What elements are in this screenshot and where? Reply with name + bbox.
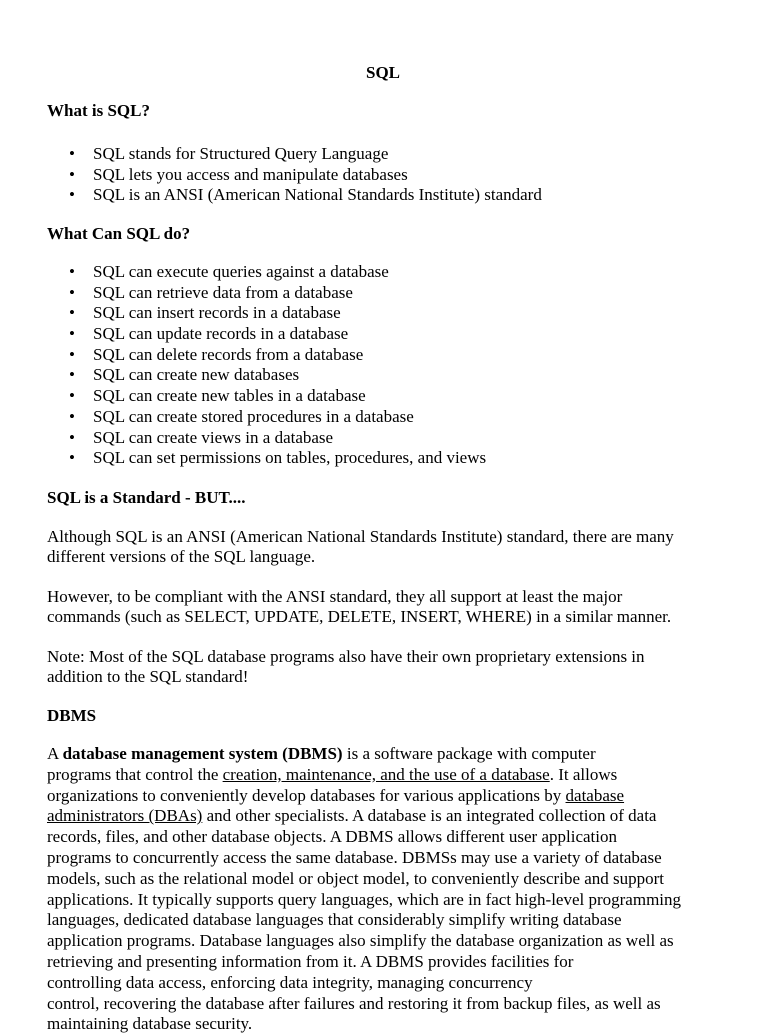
paragraph-compliance — [47, 587, 727, 628]
list-item: • SQL can retrieve data from a database — [47, 283, 486, 304]
link-text[interactable]: creation, maintenance, and the use of a database — [222, 764, 550, 784]
heading-what-can-sql-do: What Can SQL do? — [47, 224, 191, 243]
paragraph-line — [47, 931, 737, 952]
link-text[interactable]: database — [565, 785, 625, 805]
heading-dbms: DBMS — [47, 706, 97, 725]
paragraph-dbms — [47, 744, 737, 1035]
heading-what-is-sql: What is SQL? — [47, 101, 150, 120]
text-run: applications. It typically supports query languages, which are in fact high-level programming — [47, 889, 682, 909]
bold-term: database management system (DBMS) — [62, 744, 343, 763]
paragraph-note — [47, 647, 727, 688]
list-item: • SQL can create new tables in a database — [47, 386, 486, 407]
text-run: and other specialists. A database is an integrated collection of data — [202, 806, 657, 826]
text-run: organizations to conveniently develop databases for various applications by — [47, 785, 566, 805]
list-item: • SQL is an ANSI (American National Standards Institute) standard — [47, 185, 542, 206]
list-item: • SQL can update records in a database — [47, 324, 486, 345]
text-run: models, such as the relational model or object model, to conveniently describe and support — [47, 868, 665, 888]
list-item: • SQL can insert records in a database — [47, 303, 486, 324]
list-item: • SQL stands for Structured Query Language — [47, 144, 542, 165]
text-run: . It allows — [549, 764, 618, 784]
paragraph-line — [47, 952, 737, 973]
text-run: application programs. Database languages also simplify the database organization as well as — [47, 931, 674, 951]
list-item: • SQL can create stored procedures in a database — [47, 407, 486, 428]
paragraph-line: However, to be compliant with the ANSI standard, they all support at least the major — [47, 587, 623, 606]
list-item: • SQL can create views in a database — [47, 428, 486, 449]
paragraph-line — [47, 744, 737, 765]
paragraph-line: different versions of the SQL language. — [47, 547, 316, 567]
paragraph-line: Although SQL is an ANSI (American National Standards Institute) standard, there are many — [47, 527, 674, 546]
paragraph-line — [47, 1014, 737, 1035]
list-item: • SQL lets you access and manipulate databases — [47, 165, 542, 186]
paragraph-line: addition to the SQL standard! — [47, 667, 249, 687]
paragraph-line: Note: Most of the SQL database programs also have their own proprietary extensions in — [47, 647, 645, 666]
what-can-sql-do-list — [47, 262, 486, 469]
text-run: is a software package with computer — [342, 744, 596, 763]
text-run: programs to concurrently access the same database. DBMSs may use a variety of database — [47, 847, 662, 867]
paragraph-line — [47, 806, 737, 827]
paragraph-line — [47, 994, 737, 1015]
text-run: maintaining database security. — [47, 1014, 253, 1034]
paragraph-line: commands (such as SELECT, UPDATE, DELETE, INSERT, WHERE) in a similar manner. — [47, 607, 672, 627]
link-text[interactable]: administrators (DBAs) — [47, 806, 203, 826]
paragraph-line — [47, 910, 737, 931]
text-run: control, recovering the database after failures and restoring it from backup files, as well as — [47, 993, 661, 1013]
text-run: controlling data access, enforcing data integrity, managing concurrency — [47, 972, 533, 992]
document-title: SQL — [365, 63, 401, 82]
paragraph-line — [47, 973, 737, 994]
paragraph-line — [47, 848, 737, 869]
text-run: retrieving and presenting information from it. A DBMS provides facilities for — [47, 951, 574, 971]
text-run: languages, dedicated database languages that considerably simplify writing database — [47, 910, 622, 930]
list-item: • SQL can create new databases — [47, 365, 486, 386]
list-item: • SQL can delete records from a database — [47, 345, 486, 366]
paragraph-line — [47, 890, 737, 911]
heading-sql-is-a-standard: SQL is a Standard - BUT.... — [47, 488, 246, 507]
paragraph-line — [47, 765, 737, 786]
text-run: programs that control the — [47, 764, 223, 784]
what-is-sql-list — [47, 144, 542, 206]
list-item: • SQL can set permissions on tables, procedures, and views — [47, 448, 486, 469]
paragraph-line — [47, 786, 737, 807]
paragraph-line — [47, 827, 737, 848]
paragraph-line — [47, 869, 737, 890]
text-run: A — [47, 744, 63, 763]
text-run: records, files, and other database objects. A DBMS allows different user application — [47, 827, 617, 847]
paragraph-ansi-standard — [47, 527, 727, 568]
list-item: • SQL can execute queries against a database — [47, 262, 486, 283]
